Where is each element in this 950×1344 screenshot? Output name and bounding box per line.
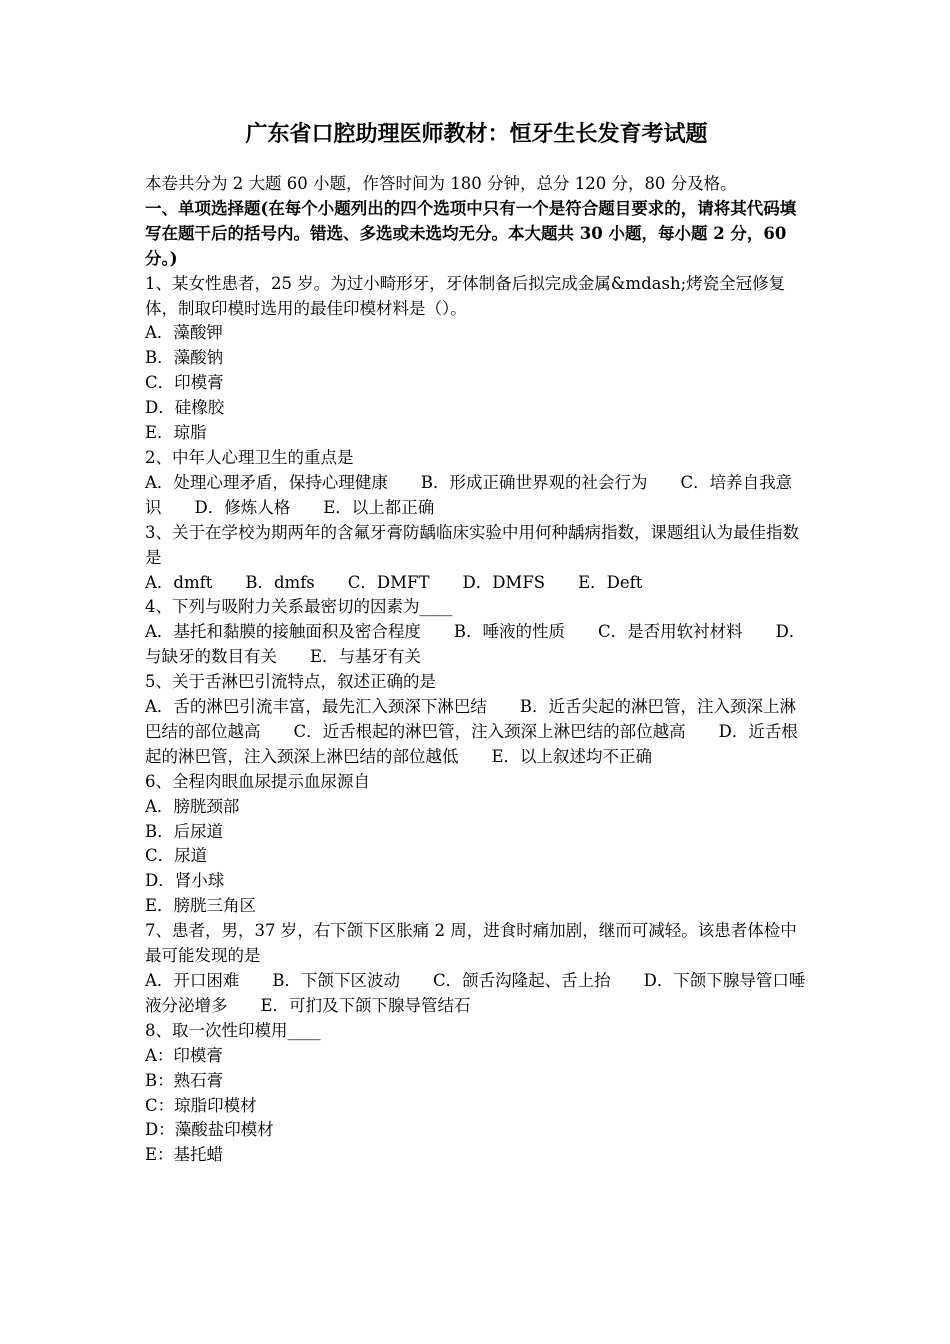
question-8 (145, 1019, 808, 1168)
option-d: D．硅橡胶 (145, 398, 225, 418)
option-b: B：熟石膏 (145, 1070, 224, 1090)
option-e: E．膀胱三角区 (145, 896, 257, 916)
option-c: C：琼脂印模材 (145, 1095, 257, 1115)
question-stem: 3、关于在学校为期两年的含氟牙膏防龋临床实验中用何种龋病指数，课题组认为最佳指数是 (145, 522, 799, 567)
question-6 (145, 770, 808, 919)
question-7 (145, 919, 808, 1019)
question-stem: 4、下列与吸附力关系最密切的因素为____ (145, 597, 453, 617)
option-d: D．肾小球 (145, 871, 225, 891)
exam-intro: 本卷共分为 2 大题 60 小题，作答时间为 180 分钟，总分 120 分，80 分及格。 (145, 174, 737, 193)
document-title: 广东省口腔助理医师教材：恒牙生长发育考试题 (245, 121, 708, 147)
question-4 (145, 595, 808, 670)
option-a: A．膀胱颈部 (145, 796, 240, 816)
question-options: A．基托和黏膜的接触面积及密合程度 B．唾液的性质 C．是否用软衬材料 D．与缺牙的数目有关 E．与基牙有关 (145, 622, 806, 667)
option-b: B．后尿道 (145, 821, 224, 841)
question-1 (145, 272, 808, 446)
option-a: A：印模膏 (145, 1045, 223, 1065)
section-heading: 一、单项选择题(在每个小题列出的四个选项中只有一个是符合题目要求的，请将其代码填写在题干后的括号内。错选、多选或未选均无分。本大题共 30 小题，每小题 2 分，60 分。) (145, 198, 797, 268)
question-5 (145, 670, 808, 770)
question-options: A．处理心理矛盾，保持心理健康 B．形成正确世界观的社会行为 C．培养自我意识 D．修炼人格 E．以上都正确 (145, 472, 793, 517)
option-b: B．藻酸钠 (145, 348, 224, 368)
question-stem: 1、某女性患者，25 岁。为过小畸形牙，牙体制备后拟完成金属&mdash;烤瓷全冠修复体，制取印模时选用的最佳印模材料是（）。 (145, 273, 786, 318)
question-options: A．dmft B．dmfs C．DMFT D．DMFS E．Deft (145, 572, 643, 592)
document-page (145, 118, 808, 1168)
question-stem: 6、全程肉眼血尿提示血尿源自 (145, 771, 370, 791)
option-e: E：基托蜡 (145, 1145, 224, 1165)
question-options: A．开口困难 B．下颌下区波动 C．颌舌沟隆起、舌上抬 D．下颌下腺导管口唾液分泌增多 E．可扪及下颌下腺导管结石 (145, 971, 806, 1015)
question-stem: 7、患者，男，37 岁，右下颌下区胀痛 2 周，进食时痛加剧，继而可减轻。该患者体检中最可能发现的是 (145, 921, 797, 966)
question-stem: 2、中年人心理卫生的重点是 (145, 447, 354, 467)
option-a: A．藻酸钾 (145, 323, 223, 343)
option-c: C．印模膏 (145, 373, 224, 393)
question-3 (145, 521, 808, 596)
question-options: A．舌的淋巴引流丰富，最先汇入颈深下淋巴结 B．近舌尖起的淋巴管，注入颈深上淋巴结的部位越高 C．近舌根起的淋巴管，注入颈深上淋巴结的部位越高 D．近舌根起的淋巴管，注入颈深上淋巴结的部位越低 E．以上叙述均不正确 (145, 697, 798, 766)
option-e: E．琼脂 (145, 423, 207, 443)
question-stem: 5、关于舌淋巴引流特点，叙述正确的是 (145, 672, 436, 692)
question-stem: 8、取一次性印模用____ (145, 1020, 321, 1040)
question-2 (145, 446, 808, 521)
option-d: D：藻酸盐印模材 (145, 1120, 274, 1140)
option-c: C．尿道 (145, 846, 208, 866)
